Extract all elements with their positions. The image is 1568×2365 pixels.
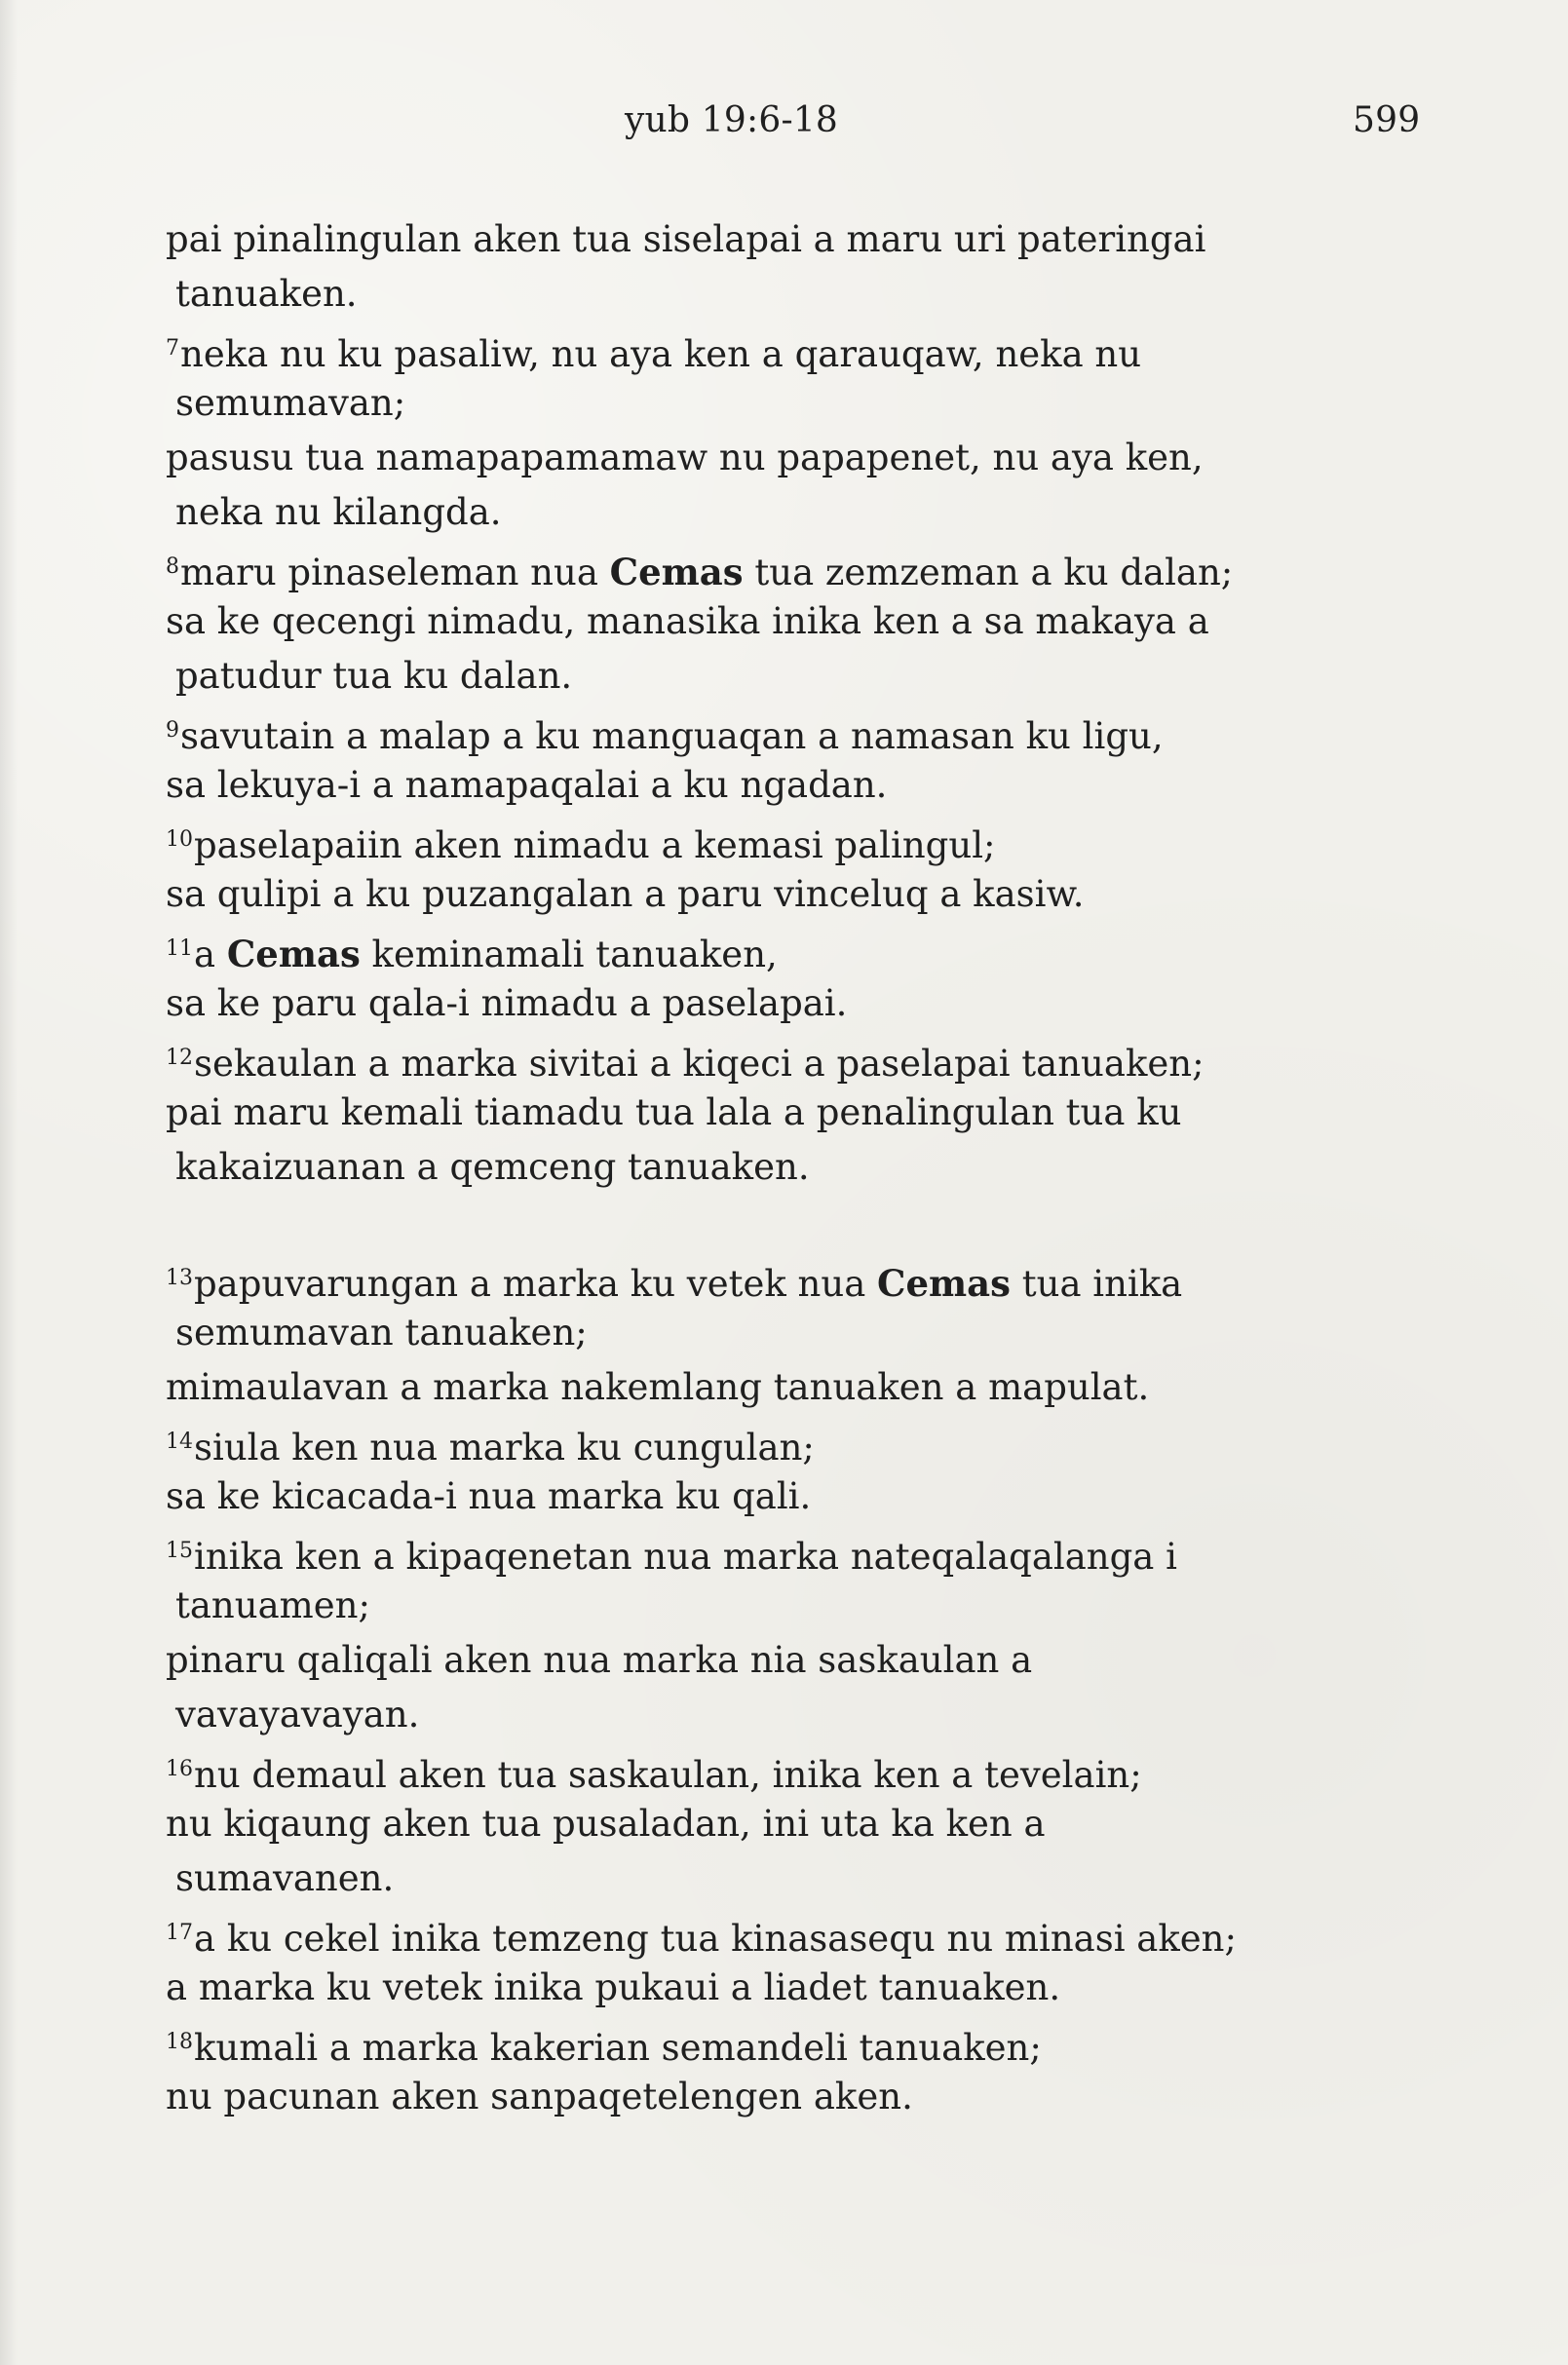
- verse-line: nu pacunan aken sanpaqetelengen aken.: [166, 2076, 913, 2117]
- verse-7: [166, 322, 1423, 540]
- verse-line: vavayavayan.: [175, 1694, 420, 1736]
- verse-number: 12: [166, 1046, 193, 1070]
- verse-9: [166, 704, 1423, 813]
- verse-line: semumavan;: [175, 382, 406, 424]
- section-gap: [166, 1195, 1423, 1251]
- verse-line: pinaru qaliqali aken nua marka nia saskaulan a: [166, 1639, 1033, 1681]
- verse-line: tanuaken.: [175, 273, 358, 315]
- verse-number: 9: [166, 718, 179, 743]
- verse-line: pai maru kemali tiamadu tua lala a penalingulan tua ku: [166, 1091, 1182, 1133]
- verse-line: sumavanen.: [175, 1857, 395, 1899]
- verse-line: pai pinalingulan aken tua siselapai a maru uri pateringai: [166, 218, 1206, 260]
- verse-line-text: a Cemas keminamali tanuaken,: [194, 933, 778, 975]
- verse-line-text: sekaulan a marka sivitai a kiqeci a paselapai tanuaken;: [194, 1043, 1205, 1085]
- verse-line: pasusu tua namapapamamaw nu papapenet, nu aya ken,: [166, 437, 1204, 478]
- verse-line: neka nu kilangda.: [175, 491, 502, 533]
- verse-line: sa ke kicacada-i nua marka ku qali.: [166, 1475, 812, 1517]
- verse-line: [166, 1415, 1423, 1469]
- verse-number: 17: [166, 1921, 193, 1945]
- verse-number: 7: [166, 336, 179, 361]
- verse-line-text: inika ken a kipaqenetan nua marka nateqalaqalanga i: [194, 1536, 1177, 1578]
- verse-line: semumavan tanuaken;: [175, 1312, 588, 1354]
- verse-line: [166, 1031, 1423, 1086]
- verse-line: [166, 1742, 1423, 1797]
- verse-line: [166, 322, 1423, 376]
- verse-line: mimaulavan a marka nakemlang tanuaken a mapulat.: [166, 1366, 1150, 1408]
- verse-line-text: maru pinaseleman nua Cemas tua zemzeman a ku dalan;: [180, 551, 1234, 593]
- verse-number: 16: [166, 1757, 193, 1781]
- verse-line: [166, 1251, 1423, 1306]
- verse-14: [166, 1415, 1423, 1524]
- verse-number: 13: [166, 1266, 193, 1290]
- verse-line: sa qulipi a ku puzangalan a paru vinceluq a kasiw.: [166, 873, 1085, 915]
- verse-number: 18: [166, 2030, 193, 2054]
- verse-16: [166, 1742, 1423, 1906]
- verse-13: [166, 1251, 1423, 1415]
- verse-line-text: paselapaiin aken nimadu a kemasi palingul;: [194, 824, 996, 866]
- verse-12: [166, 1031, 1423, 1195]
- verse-number: 10: [166, 827, 193, 852]
- verse-6-continuation: [166, 212, 1423, 322]
- page-header: [0, 100, 1568, 147]
- verse-line-text: a ku cekel inika temzeng tua kinasasequ nu minasi aken;: [194, 1918, 1237, 1960]
- verse-line-text: kumali a marka kakerian semandeli tanuaken;: [194, 2027, 1042, 2069]
- verse-line-text: savutain a malap a ku manguaqan a namasan ku ligu,: [180, 715, 1164, 757]
- verse-11: [166, 922, 1423, 1031]
- verse-line-text: neka nu ku pasaliw, nu aya ken a qarauqaw, neka nu: [180, 333, 1142, 375]
- verse-17: [166, 1906, 1423, 2015]
- verse-line: nu kiqaung aken tua pusaladan, ini uta ka ken a: [166, 1803, 1046, 1845]
- verse-line: tanuamen;: [175, 1584, 370, 1626]
- verse-number: 11: [166, 936, 193, 961]
- verse-line: [166, 1906, 1423, 1961]
- verse-line-text: papuvarungan a marka ku vetek nua Cemas tua inika: [194, 1262, 1183, 1305]
- verse-line: patudur tua ku dalan.: [175, 655, 573, 697]
- page-number: 599: [1353, 100, 1421, 140]
- verse-line: [166, 2015, 1423, 2070]
- verse-line: sa lekuya-i a namapaqalai a ku ngadan.: [166, 764, 888, 806]
- verse-15: [166, 1524, 1423, 1742]
- verse-line-text: siula ken nua marka ku cungulan;: [194, 1427, 815, 1469]
- verse-text-block: [166, 212, 1423, 2124]
- page-gutter-shadow: [0, 0, 18, 2365]
- chapter-reference: yub 19:6-18: [625, 100, 839, 140]
- verse-line: [166, 704, 1423, 758]
- verse-line: [166, 813, 1423, 867]
- divine-name-emphasis: Cemas: [226, 933, 361, 975]
- verse-line: a marka ku vetek inika pukaui a liadet tanuaken.: [166, 1966, 1061, 2008]
- verse-line: [166, 1524, 1423, 1579]
- verse-line: sa ke qecengi nimadu, manasika inika ken a sa makaya a: [166, 600, 1209, 642]
- verse-line: [166, 922, 1423, 976]
- verse-8: [166, 540, 1423, 704]
- verse-line: sa ke paru qala-i nimadu a paselapai.: [166, 982, 848, 1024]
- verse-number: 14: [166, 1430, 193, 1454]
- verse-number: 8: [166, 554, 179, 579]
- verse-line: [166, 540, 1423, 594]
- verse-line-text: nu demaul aken tua saskaulan, inika ken a tevelain;: [194, 1754, 1142, 1796]
- divine-name-emphasis: Cemas: [877, 1262, 1011, 1305]
- verse-number: 15: [166, 1539, 193, 1563]
- divine-name-emphasis: Cemas: [609, 551, 744, 593]
- verse-18: [166, 2015, 1423, 2124]
- verse-line: kakaizuanan a qemceng tanuaken.: [175, 1146, 810, 1188]
- verse-10: [166, 813, 1423, 922]
